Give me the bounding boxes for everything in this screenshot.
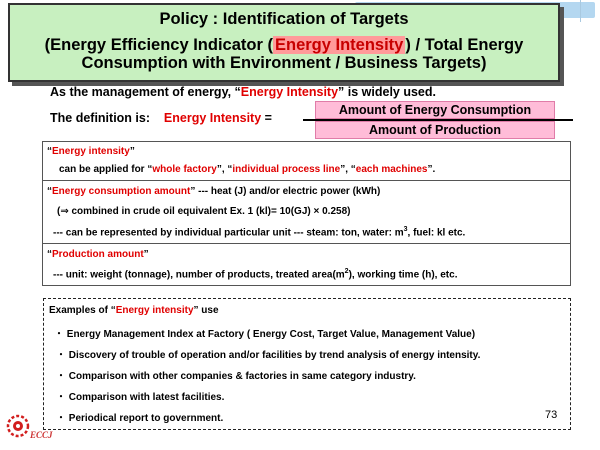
box2-open-quote: “ bbox=[47, 186, 52, 197]
intro-line bbox=[50, 85, 436, 99]
box1-item-each-machines: each machines bbox=[355, 164, 428, 175]
box2-close-quote: ” bbox=[190, 186, 196, 197]
examples-heading-highlight: Energy intensity bbox=[115, 305, 194, 316]
box2-line3 bbox=[53, 226, 465, 238]
box1-item-process-line: individual process line bbox=[232, 164, 341, 175]
examples-heading-prefix: Examples of “ bbox=[49, 305, 116, 316]
eccj-logo-icon bbox=[6, 414, 30, 438]
box3-heading bbox=[47, 249, 149, 260]
energy-consumption-box bbox=[42, 180, 571, 244]
fraction-numerator: Amount of Energy Consumption bbox=[315, 101, 555, 119]
box2-line2: (⇒ combined in crude oil equivalent Ex. 1 (kl)= 10(GJ) × 0.258) bbox=[57, 206, 351, 217]
box3-line2-prefix: --- unit: weight (tonnage), number of products, treated area(m bbox=[53, 269, 345, 281]
box3-heading-text: Production amount bbox=[52, 249, 144, 260]
box1-separator-1: ”, “ bbox=[216, 164, 233, 175]
box3-open-quote: “ bbox=[47, 249, 52, 260]
definition-fraction bbox=[315, 101, 569, 137]
box1-item-whole-factory: whole factory bbox=[152, 164, 217, 175]
title-energy-intensity-highlight: Energy Intensity bbox=[274, 36, 404, 54]
examples-item: ・ Energy Management Index at Factory ( Energy Cost, Target Value, Management Value) bbox=[54, 329, 476, 340]
title-line-1: Policy : Identification of Targets bbox=[159, 10, 409, 28]
definition-term: Energy Intensity bbox=[163, 111, 262, 125]
examples-box bbox=[43, 298, 571, 430]
eccj-logo-text: ECCJ bbox=[30, 430, 53, 440]
energy-intensity-box bbox=[42, 141, 571, 181]
title-line-2-prefix: (Energy Efficiency Indicator ( bbox=[44, 36, 273, 54]
title-line-2-suffix: ) / Total Energy bbox=[405, 36, 524, 54]
definition-label: The definition is: bbox=[50, 111, 150, 125]
definition-equals: = bbox=[264, 111, 272, 125]
box1-heading-text: Energy intensity bbox=[52, 146, 130, 157]
box3-close-quote: ” bbox=[143, 249, 149, 260]
box3-line2-suffix: ), working time (h), etc. bbox=[348, 269, 458, 281]
box2-heading-text: Energy consumption amount bbox=[52, 186, 191, 197]
box2-line3-suffix: , fuel: kl etc. bbox=[407, 227, 466, 239]
box1-text bbox=[59, 164, 435, 175]
box2-heading-suffix: --- heat (J) and/or electric power (kWh) bbox=[195, 186, 381, 197]
box1-open-quote: “ bbox=[47, 146, 52, 157]
header-decoration-line bbox=[580, 0, 581, 22]
box1-text-prefix: can be applied for “ bbox=[59, 164, 153, 175]
fraction-denominator: Amount of Production bbox=[315, 121, 555, 139]
box1-text-suffix: ”. bbox=[427, 164, 436, 175]
intro-suffix: ” is widely used. bbox=[338, 85, 436, 99]
page-number: 73 bbox=[545, 409, 558, 421]
intro-prefix: As the management of energy, “ bbox=[50, 85, 241, 99]
box2-heading bbox=[47, 186, 380, 197]
intro-highlight: Energy Intensity bbox=[240, 85, 339, 99]
examples-item: ・ Discovery of trouble of operation and/or facilities by trend analysis of energy intensity. bbox=[56, 350, 481, 361]
box2-line3-prefix: --- can be represented by individual particular unit --- steam: ton, water: m bbox=[53, 227, 404, 239]
examples-item: ・ Comparison with latest facilities. bbox=[56, 392, 225, 403]
examples-heading-suffix: ” use bbox=[193, 305, 219, 316]
production-amount-box bbox=[42, 243, 571, 286]
box3-line2 bbox=[53, 268, 457, 280]
examples-heading bbox=[49, 305, 219, 316]
title-line-3: Consumption with Environment / Business Targets) bbox=[81, 54, 487, 72]
box1-separator-2: ”, “ bbox=[340, 164, 356, 175]
box1-heading bbox=[47, 146, 135, 157]
definition-line bbox=[50, 111, 272, 125]
examples-item: ・ Comparison with other companies & factories in same category industry. bbox=[56, 371, 416, 382]
box3-line2-superscript: 2 bbox=[344, 268, 349, 275]
title-line-2 bbox=[10, 36, 558, 72]
examples-item: ・ Periodical report to government. bbox=[56, 413, 224, 424]
box1-close-quote: ” bbox=[129, 146, 135, 157]
box2-line3-superscript: 3 bbox=[403, 226, 408, 233]
title-banner bbox=[8, 3, 560, 82]
